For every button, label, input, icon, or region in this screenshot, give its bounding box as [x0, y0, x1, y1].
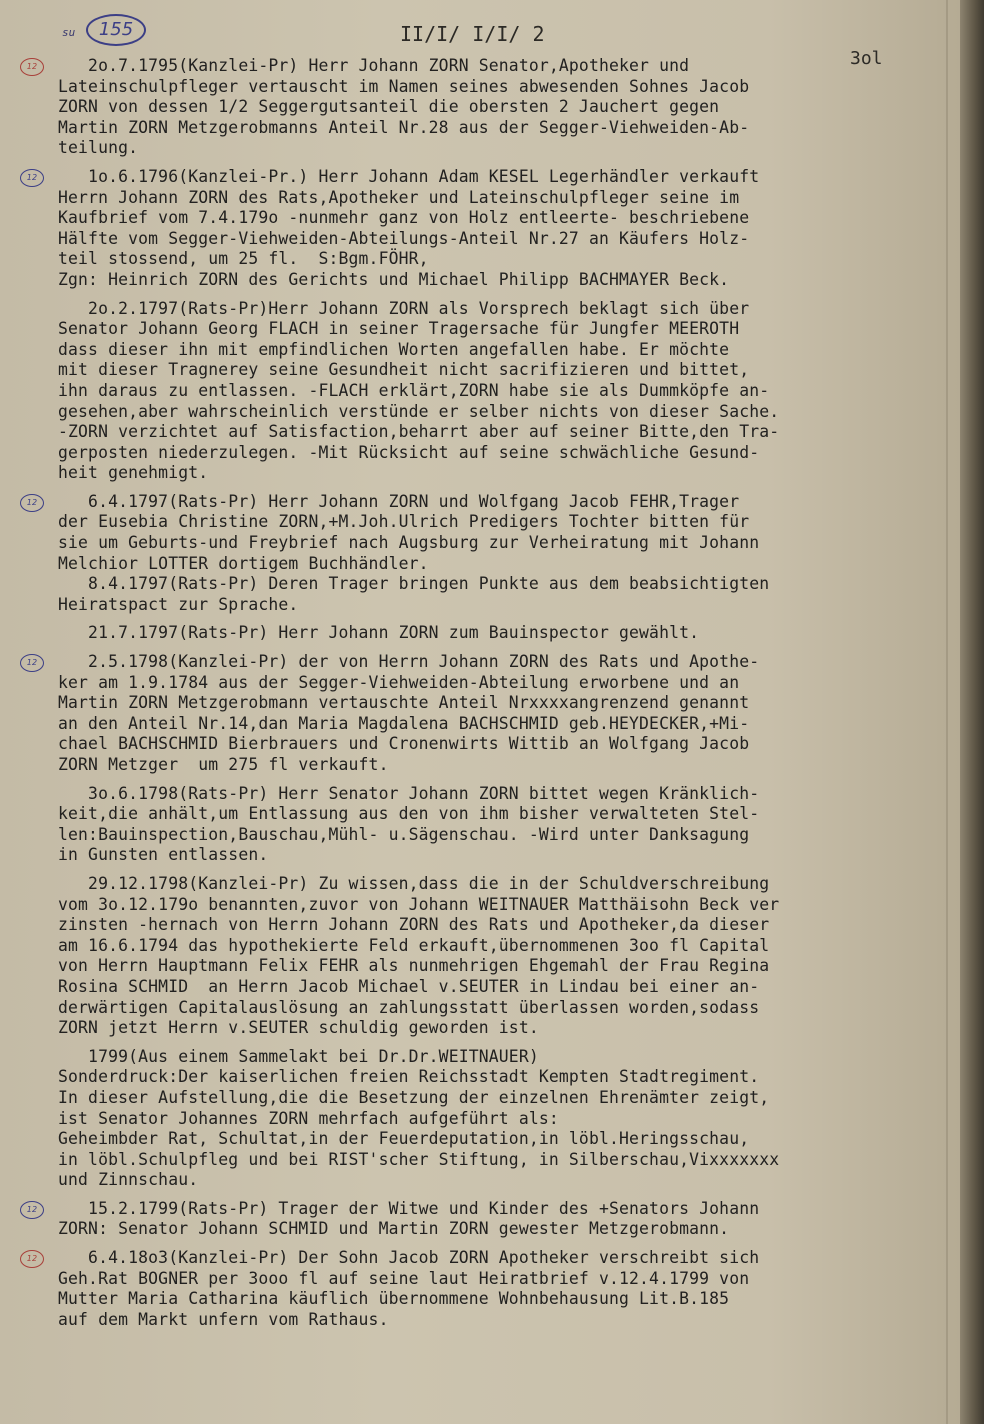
typed-line: gesehen,aber wahrscheinlich verstünde er selber nichts von dieser Sache.	[58, 401, 780, 421]
typed-line: Martin ZORN Metzgerobmann vertauschte Anteil Nrxxxxangrenzend genannt	[58, 693, 750, 713]
typed-line: 1o.6.1796(Kanzlei-Pr.) Herr Johann Adam KESEL Legerhändler verkauft	[58, 166, 760, 186]
typed-line: sie um Geburts-und Freybrief nach Augsburg zur Verheiratung mit Johann	[58, 533, 760, 553]
typed-line: heit genehmigt.	[58, 463, 209, 483]
typed-line: gerposten niederzulegen. -Mit Rücksicht auf seine schwächliche Gesund-	[58, 442, 760, 462]
reference-code: II/I/ I/I/ 2	[400, 22, 545, 46]
document-entry	[58, 299, 948, 484]
typed-line: Hälfte vom Segger-Viehweiden-Abteilungs-Anteil Nr.27 an Käufers Holz-	[58, 228, 750, 248]
margin-annotation-mark: 12	[20, 58, 44, 76]
folio-number: 3ol	[850, 48, 883, 69]
archivist-signature: su	[62, 26, 76, 39]
document-entry	[26, 1198, 948, 1240]
typed-line: Martin ZORN Metzgerobmanns Anteil Nr.28 aus der Segger-Viehweiden-Ab-	[58, 117, 750, 137]
typed-line: Heiratspact zur Sprache.	[58, 594, 299, 614]
typed-line: und Zinnschau.	[58, 1170, 199, 1190]
page-number-circled: 155	[86, 14, 146, 46]
margin-annotation-mark: 12	[20, 169, 44, 187]
typed-line: 2o.7.1795(Kanzlei-Pr) Herr Johann ZORN Senator,Apotheker und	[58, 56, 690, 75]
typed-line: chael BACHSCHMID Bierbrauers und Cronenwirts Wittib an Wolfgang Jacob	[58, 734, 750, 754]
typed-line: in Gunsten entlassen.	[58, 845, 269, 865]
document-entry	[26, 1248, 948, 1330]
typed-line: Sonderdruck:Der kaiserlichen freien Reichsstadt Kempten Stadtregiment.	[58, 1067, 760, 1087]
typed-line: zinsten -hernach von Herrn Johann ZORN des Rats und Apotheker,da dieser	[58, 915, 770, 935]
typed-line: ZORN jetzt Herrn v.SEUTER schuldig geworden ist.	[58, 1018, 539, 1038]
typed-line: 2.5.1798(Kanzlei-Pr) der von Herrn Johann ZORN des Rats und Apothe-	[58, 652, 760, 672]
typed-line: derwärtigen Capitalauslösung an zahlungsstatt überlassen worden,sodass	[58, 997, 760, 1017]
typed-line: In dieser Aufstellung,die die Besetzung der einzelnen Ehrenämter zeigt,	[58, 1087, 770, 1107]
typed-line: Zgn: Heinrich ZORN des Gerichts und Michael Philipp BACHMAYER Beck.	[58, 269, 730, 289]
margin-annotation-mark: 12	[20, 494, 44, 512]
typed-line: in löbl.Schulpfleg und bei RIST'scher Stiftung, in Silberschau,Vixxxxxxx	[58, 1149, 780, 1169]
typed-line: an den Anteil Nr.14,dan Maria Magdalena BACHSCHMID geb.HEYDECKER,+Mi-	[58, 713, 750, 733]
typed-line: 21.7.1797(Rats-Pr) Herr Johann ZORN zum Bauinspector gewählt.	[58, 623, 700, 643]
typed-line: vom 3o.12.179o benannten,zuvor von Johann WEITNAUER Matthäisohn Beck ver	[58, 894, 780, 914]
book-spine	[960, 0, 984, 1424]
typed-line: 2o.2.1797(Rats-Pr)Herr Johann ZORN als Vorsprech beklagt sich über	[58, 298, 750, 318]
document-entry	[26, 56, 948, 159]
typed-line: Herrn Johann ZORN des Rats,Apotheker und Lateinschulpfleger seine im	[58, 187, 740, 207]
margin-annotation-mark: 12	[20, 1250, 44, 1268]
typed-line: 3o.6.1798(Rats-Pr) Herr Senator Johann ZORN bittet wegen Kränklich-	[58, 783, 760, 803]
typed-line: teil stossend, um 25 fl. S:Bgm.FÖHR,	[58, 249, 429, 269]
document-entry	[58, 874, 948, 1039]
typed-line: auf dem Markt unfern vom Rathaus.	[58, 1309, 389, 1329]
document-entry	[58, 623, 948, 644]
typed-line: von Herrn Hauptmann Felix FEHR als nunmehrigen Ehgemahl der Frau Regina	[58, 956, 770, 976]
typed-line: der Eusebia Christine ZORN,+M.Joh.Ulrich Predigers Tochter bitten für	[58, 512, 750, 532]
margin-annotation-mark: 12	[20, 1201, 44, 1219]
typed-line: 15.2.1799(Rats-Pr) Trager der Witwe und Kinder des +Senators Johann	[58, 1198, 760, 1218]
typed-line: ker am 1.9.1784 aus der Segger-Viehweiden-Abteilung erworbene und an	[58, 672, 740, 692]
typed-line: Rosina SCHMID an Herrn Jacob Michael v.SEUTER in Lindau bei einer an-	[58, 976, 760, 996]
typed-line: keit,die anhält,um Entlassung aus den von ihm bisher verwalteten Stel-	[58, 804, 760, 824]
typed-line: ZORN von dessen 1/2 Seggergutsanteil die obersten 2 Jauchert gegen	[58, 97, 720, 117]
typed-line: Senator Johann Georg FLACH in seiner Tragersache für Jungfer MEEROTH	[58, 319, 740, 339]
typed-line: 29.12.1798(Kanzlei-Pr) Zu wissen,dass die in der Schuldverschreibung	[58, 873, 770, 893]
typed-line: Melchior LOTTER dortigem Buchhändler.	[58, 553, 429, 573]
typed-line: -ZORN verzichtet auf Satisfaction,beharrt aber auf seiner Bitte,den Tra-	[58, 422, 780, 442]
typed-line: Mutter Maria Catharina käuflich übernommene Wohnbehausung Lit.B.185	[58, 1289, 730, 1309]
typed-line: ZORN: Senator Johann SCHMID und Martin ZORN gewester Metzgerobmann.	[58, 1219, 730, 1239]
typed-line: 6.4.18o3(Kanzlei-Pr) Der Sohn Jacob ZORN Apotheker verschreibt sich	[58, 1248, 760, 1268]
document-entry	[58, 784, 948, 866]
document-entry	[26, 166, 948, 291]
typed-line: Geh.Rat BOGNER per 3ooo fl auf seine laut Heiratbrief v.12.4.1799 von	[58, 1268, 750, 1288]
document-entry	[58, 1047, 948, 1191]
typed-line: len:Bauinspection,Bauschau,Mühl- u.Sägenschau. -Wird unter Danksagung	[58, 824, 750, 844]
margin-annotation-mark: 12	[20, 654, 44, 672]
typed-line: Kaufbrief vom 7.4.179o -nunmehr ganz von Holz entleerte- beschriebene	[58, 208, 750, 228]
typed-line: 6.4.1797(Rats-Pr) Herr Johann ZORN und Wolfgang Jacob FEHR,Trager	[58, 491, 740, 511]
typed-line: Lateinschulpfleger vertauscht im Namen seines abwesenden Sohnes Jacob	[58, 76, 750, 96]
typed-line: ZORN Metzger um 275 fl verkauft.	[58, 755, 389, 774]
typed-line: 1799(Aus einem Sammelakt bei Dr.Dr.WEITNAUER)	[58, 1046, 539, 1066]
typed-line: dass dieser ihn mit empfindlichen Worten angefallen habe. Er möchte	[58, 339, 730, 359]
typed-line: teilung.	[58, 138, 139, 158]
document-body	[26, 56, 948, 1338]
document-entry	[26, 491, 948, 616]
typed-line: Geheimbder Rat, Schultat,in der Feuerdeputation,in löbl.Heringsschau,	[58, 1129, 750, 1149]
document-entry	[26, 652, 948, 776]
typed-line: am 16.6.1794 das hypothekierte Feld erkauft,übernommenen 3oo fl Capital	[58, 935, 770, 955]
typed-line: 8.4.1797(Rats-Pr) Deren Trager bringen Punkte aus dem beabsichtigten	[58, 574, 770, 594]
typed-line: mit dieser Tragnerey seine Gesundheit nicht sacrifizieren und bittet,	[58, 360, 750, 380]
typed-line: ist Senator Johannes ZORN mehrfach aufgeführt als:	[58, 1108, 559, 1128]
typed-line: ihn daraus zu entlassen. -FLACH erklärt,ZORN habe sie als Dummköpfe an-	[58, 380, 770, 400]
